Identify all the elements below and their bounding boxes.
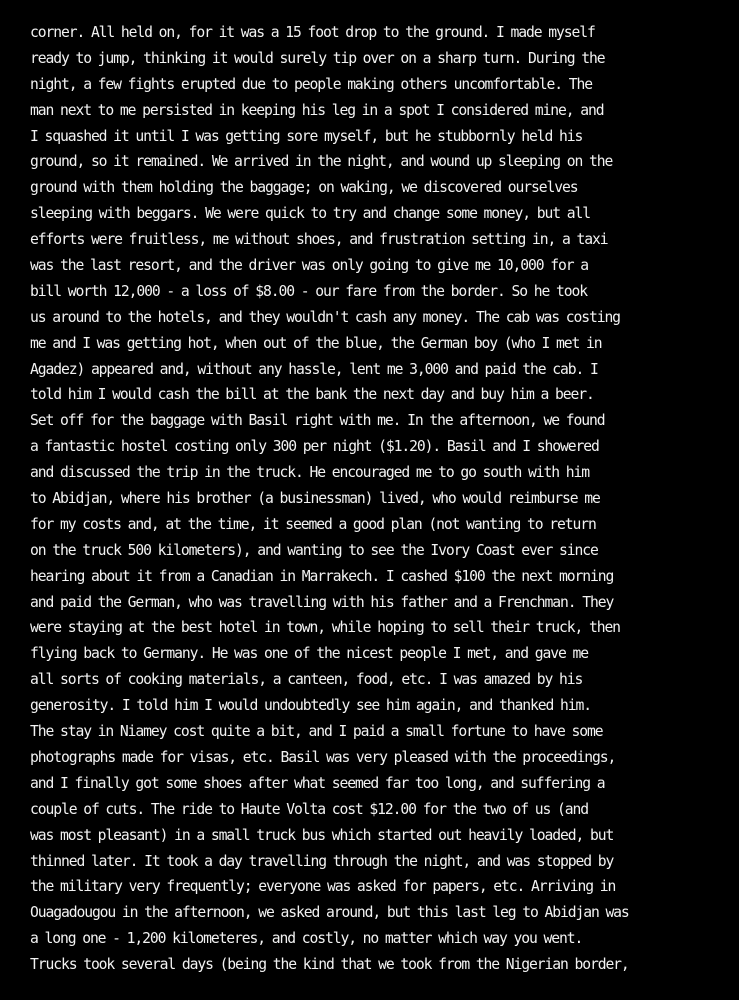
text-line-36: a long one - 1,200 kilometeres, and costly, no matter which way you went. [30, 930, 583, 948]
text-line-30: and I finally got some shoes after what seemed far too long, and suffering a [30, 774, 605, 792]
text-line-4: man next to me persisted in keeping his leg in a spot I considered mine, and [30, 101, 604, 119]
text-line-1: corner. All held on, for it was a 15 foot drop to the ground. I made myself [30, 24, 595, 41]
text-line-14: Agadez) appeared and, without any hassle, lent me 3,000 and paid the cab. I [30, 360, 598, 378]
text-line-3: night, a few fights erupted due to people making others uncomfortable. The [30, 75, 592, 93]
text-line-7: ground with them holding the baggage; on waking, we discovered ourselves [30, 179, 578, 197]
text-line-22: hearing about it from a Canadian in Marrakech. I cashed $100 the next morning [30, 567, 614, 585]
text-line-9: efforts were fruitless, me without shoes, and frustration setting in, a taxi [30, 231, 608, 249]
text-line-16: Set off for the baggage with Basil right with me. In the afternoon, we found [30, 412, 605, 430]
text-line-15: told him I would cash the bill at the bank the next day and buy him a beer. [30, 386, 594, 404]
text-line-33: thinned later. It took a day travelling through the night, and was stopped by [30, 852, 614, 870]
text-line-24: were staying at the best hotel in town, while hoping to sell their truck, then [30, 619, 620, 637]
text-line-5: I squashed it until I was getting sore myself, but he stubbornly held his [30, 127, 583, 145]
text-line-23: and paid the German, who was travelling with his father and a Frenchman. They [30, 593, 614, 611]
text-line-26: all sorts of cooking materials, a canteen, food, etc. I was amazed by his [30, 671, 583, 689]
text-line-11: bill worth 12,000 - a loss of $8.00 - our fare from the border. So he took [30, 282, 587, 300]
text-line-8: sleeping with beggars. We were quick to try and change some money, but all [30, 205, 590, 223]
text-line-2: ready to jump, thinking it would surely tip over on a sharp turn. During the [30, 49, 605, 67]
text-line-21: on the truck 500 kilometers), and wanting to see the Ivory Coast ever since [30, 541, 598, 559]
text-line-25: flying back to Germany. He was one of the nicest people I met, and gave me [30, 645, 588, 663]
text-line-35: Ouagadougou in the afternoon, we asked around, but this last leg to Abidjan was [30, 904, 629, 922]
text-line-12: us around to the hotels, and they wouldn't cash any money. The cab was costing [30, 308, 620, 326]
text-line-13: me and I was getting hot, when out of the blue, the German boy (who I met in [30, 334, 602, 352]
text-line-28: The stay in Niamey cost quite a bit, and I paid a small fortune to have some [30, 723, 603, 741]
text-line-18: and discussed the trip in the truck. He encouraged me to go south with him [30, 464, 589, 482]
text-line-20: for my costs and, at the time, it seemed a good plan (not wanting to return [30, 515, 596, 533]
text-line-6: ground, so it remained. We arrived in the night, and wound up sleeping on the [30, 153, 613, 171]
text-line-31: couple of cuts. The ride to Haute Volta cost $12.00 for the two of us (and [30, 800, 588, 818]
text-line-17: a fantastic hostel costing only 300 per night ($1.20). Basil and I showered [30, 438, 599, 456]
text-line-27: generosity. I told him I would undoubtedly see him again, and thanked him. [30, 697, 591, 715]
text-line-34: the military very frequently; everyone was asked for papers, etc. Arriving in [30, 878, 616, 896]
text-line-29: photographs made for visas, etc. Basil was very pleased with the proceedings, [30, 748, 616, 766]
text-line-37: Trucks took several days (being the kind that we took from the Nigerian border, [30, 956, 629, 974]
text-line-10: was the last resort, and the driver was only going to give me 10,000 for a [30, 257, 588, 275]
typed-text-block [30, 20, 730, 978]
text-line-19: to Abidjan, where his brother (a businessman) lived, who would reimburse me [30, 490, 600, 508]
text-line-32: was most pleasant) in a small truck bus which started out heavily loaded, but [30, 826, 614, 844]
